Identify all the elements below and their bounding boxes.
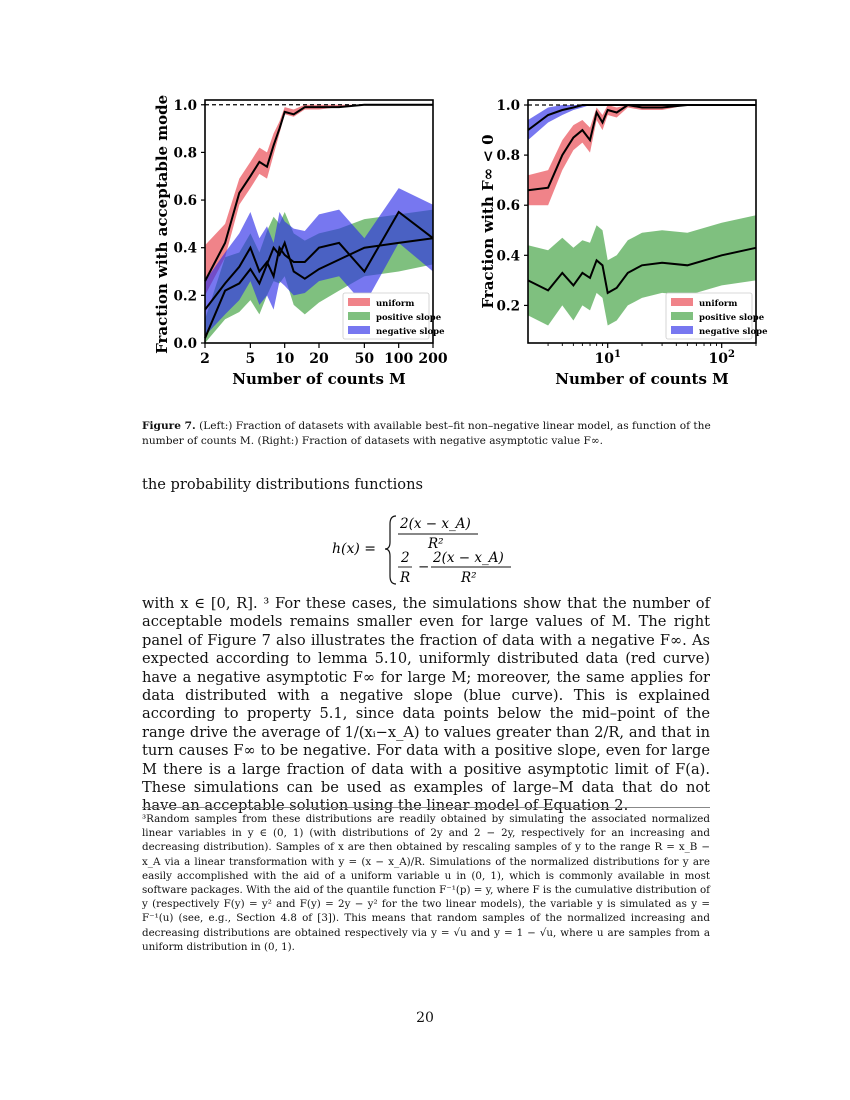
x-tick-label: 10	[274, 351, 295, 367]
eq-lhs: h(x) =	[332, 541, 377, 557]
legend-label: positive slope	[699, 313, 765, 323]
x-axis-label: Number of counts M	[232, 370, 406, 388]
y-tick-label: 1.0	[173, 97, 197, 114]
legend-label: uniform	[699, 299, 738, 309]
eq-row1-den: R²	[428, 536, 444, 552]
figure-caption	[142, 419, 712, 449]
legend-label: negative slope	[376, 327, 445, 337]
x-tick-label: 20	[309, 351, 329, 367]
y-tick-label: 0.2	[496, 298, 520, 315]
eq-row2b-den: R²	[461, 570, 477, 586]
eq-row2a-num: 2	[401, 550, 410, 566]
y-tick-label: 0.4	[496, 248, 520, 265]
figure-label: Figure 7.	[142, 420, 196, 432]
x-tick-label: $10^1$	[594, 349, 621, 367]
equation	[330, 510, 530, 586]
legend-label: uniform	[376, 299, 415, 309]
legend-label: negative slope	[699, 327, 768, 337]
x-tick-label: 200	[418, 351, 448, 367]
legend-label: positive slope	[376, 313, 442, 323]
x-tick-label: $10^2$	[708, 349, 735, 367]
eq-row1-num: 2(x − x_A)	[400, 516, 471, 532]
right-chart	[478, 95, 778, 394]
x-tick-label: 50	[354, 351, 375, 367]
legend-swatch	[671, 326, 693, 334]
y-tick-label: 0.6	[173, 193, 197, 210]
footnote: ³Random samples from these distributions are readily obtained by simulating the associated normalized linear variables in y ∈ (0, 1) (with distributions of 2y and 2 − 2y, respectively for an increasing and decreasing distribution). Samples of x are then obtained by rescaling samples of y to the range R = x_B − x_A via a linear transformation with y = (x − x_A)/R. Simulations of the normalized distributions for y are easily accomplished with the aid of a uniform variable u in (0, 1), which is commonly available in most software packages. With the aid of the quantile function F⁻¹(p) = y, where F is the cumulative distribution of y (respectively F(y) = y² and F(y) = 2y − y² for the two linear models), the variable y is simulated as y = F⁻¹(u) (see, e.g., Section 4.8 of [3]). This means that random samples of the normalized increasing and decreasing distributions are obtained respectively via y = √u and y = 1 − √u, where u are samples from a uniform distribution in (0, 1).	[142, 813, 710, 953]
eq-row2b-num: 2(x − x_A)	[433, 550, 504, 566]
y-tick-label: 0.0	[173, 336, 197, 352]
y-axis-label: Fraction with F∞ < 0	[479, 134, 497, 309]
intro-line: the probability distributions functions	[142, 476, 423, 493]
x-tick-label: 5	[245, 351, 256, 367]
legend-swatch	[348, 312, 370, 320]
y-tick-label: 0.6	[496, 198, 520, 215]
eq-brace	[385, 516, 396, 584]
x-tick-label: 100	[384, 351, 414, 367]
y-tick-label: 0.8	[173, 145, 197, 162]
y-tick-label: 1.0	[496, 98, 520, 115]
legend-swatch	[671, 312, 693, 320]
legend-swatch	[348, 298, 370, 306]
legend-swatch	[671, 298, 693, 306]
left-chart	[150, 95, 450, 394]
eq-row2-minus: −	[418, 559, 430, 575]
y-axis-label: Fraction with acceptable model	[153, 95, 171, 354]
y-tick-label: 0.2	[173, 288, 197, 305]
page-number: 20	[416, 1010, 434, 1026]
x-axis-label: Number of counts M	[555, 370, 729, 388]
legend-swatch	[348, 326, 370, 334]
equation-svg	[330, 510, 530, 588]
y-tick-label: 0.8	[496, 148, 520, 165]
right-chart-svg	[478, 95, 778, 390]
left-chart-svg	[150, 95, 450, 390]
footnote-rule	[142, 807, 710, 808]
y-tick-label: 0.4	[173, 240, 197, 257]
main-paragraph: with x ∈ [0, R]. ³ For these cases, the simulations show that the number of acceptable models remains smaller even for large values of M. The right panel of Figure 7 also illustrates the fraction of data with a negative F∞. As expected according to lemma 5.10, uniformly distributed data (red curve) have a negative asymptotic F∞ for large M; moreover, the same applies for data distributed with a negative slope (blue curve). This is explained according to property 5.1, since data points below the mid–point of the range drive the average of 1/(xᵢ−x_A) to values greater than 2/R, and that in turn causes F∞ to be negative. For data with a positive slope, even for large M there is a large fraction of data with a positive asymptotic limit of F(a). These simulations can be used as examples of large–M data that do not have an acceptable solution using the linear model of Equation 2.	[142, 595, 710, 815]
x-tick-label: 2	[200, 351, 210, 367]
figure-caption-text: (Left:) Fraction of datasets with available best–fit non–negative linear model, as function of the number of counts M. (Right:) Fraction of datasets with negative asymptotic value F∞.	[142, 420, 711, 447]
eq-row2a-den: R	[400, 570, 411, 586]
